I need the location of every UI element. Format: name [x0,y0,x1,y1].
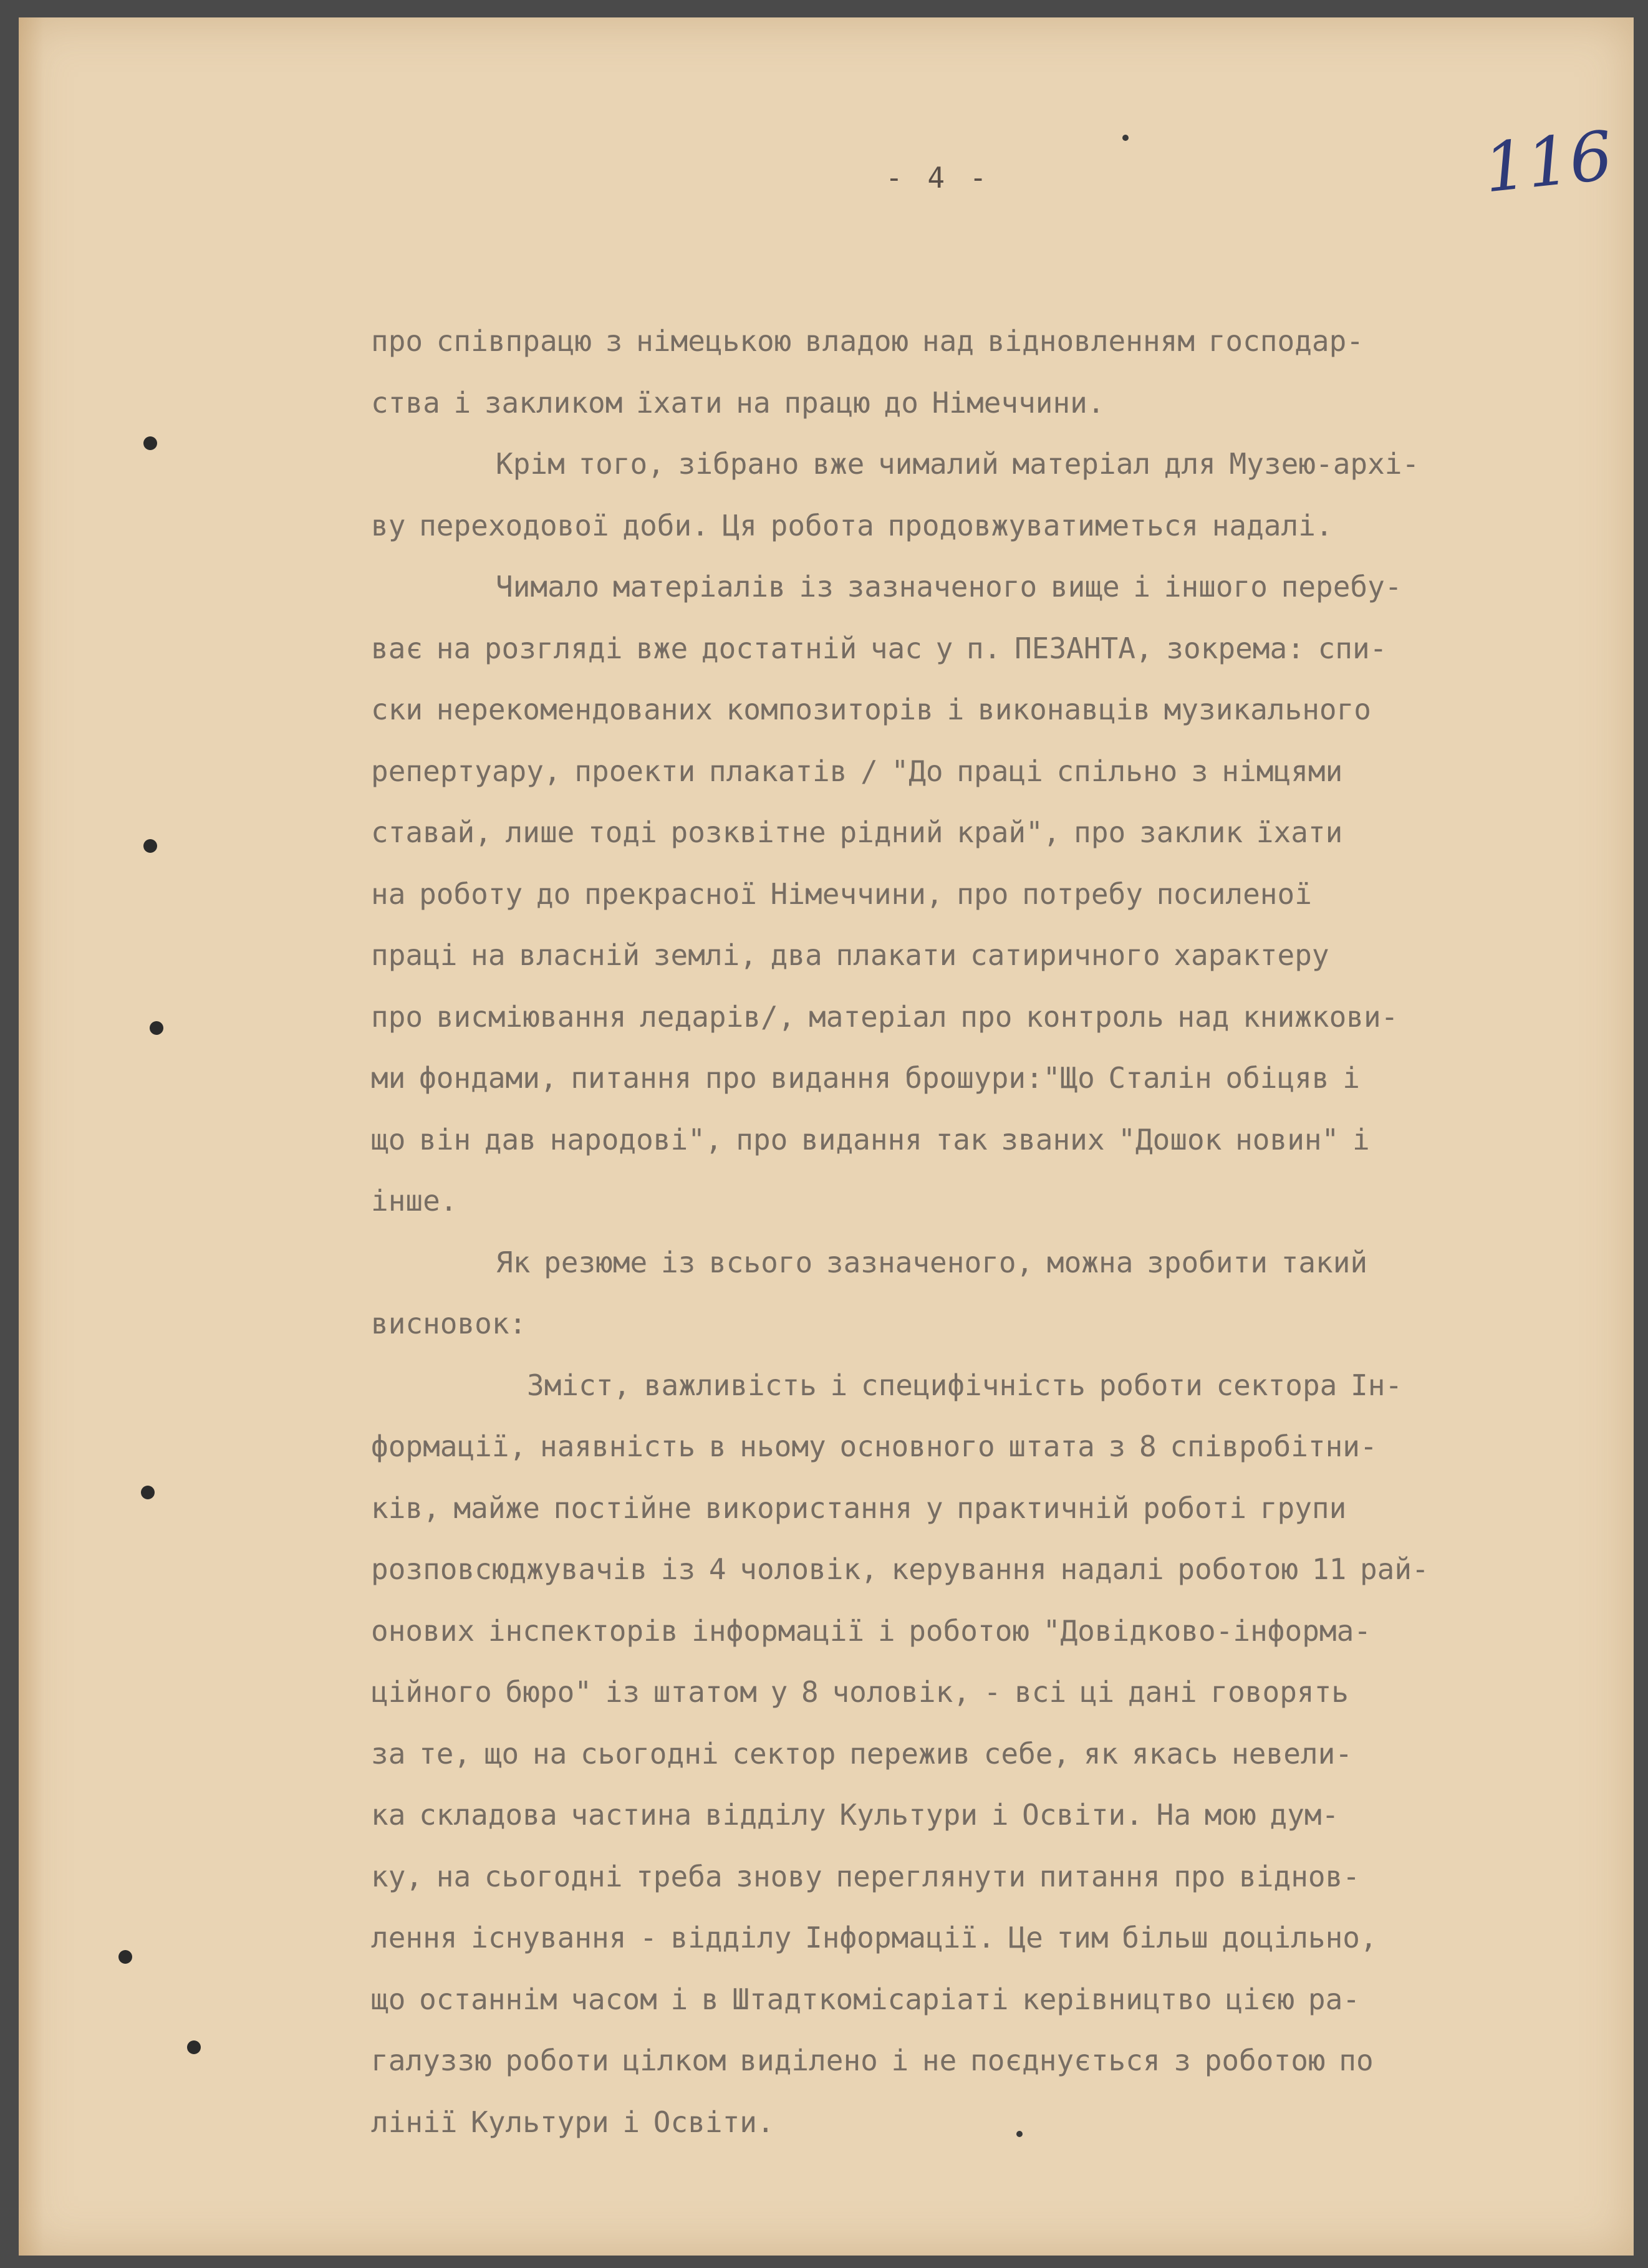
typewritten-body [371,310,1612,2153]
text-line: ків, майже постійне використання у практичній роботі групи [371,1491,1347,1525]
text-line: лінії Культури і Освіти. [371,2105,774,2139]
text-line: Зміст, важливість і специфічність роботи сектора Ін- [527,1368,1403,1402]
text-line: репертуару, проекти плакатів / "До праці спільно з німцями [371,754,1343,788]
text-line: Як резюме із всього зазначеного, можна зробити такий [496,1245,1368,1279]
text-line: розповсюджувачів із 4 чоловік, керування надалі роботою 11 рай- [371,1552,1429,1586]
text-line: на роботу до прекрасної Німеччини, про потребу посиленої [371,877,1312,911]
text-line: висновок: [371,1307,527,1340]
text-line: що він дав народові", про видання так званих "Дошок новин" і [371,1122,1370,1156]
text-line: ційного бюро" із штатом у 8 чоловік, - всі ці дані говорять [371,1675,1349,1709]
text-line: ставай, лише тоді розквітне рідний край", про заклик їхати [371,815,1343,849]
text-line: ка складова частина відділу Культури і Освіти. На мою дум- [371,1798,1339,1832]
archive-folio-number: 116 [1480,117,1617,208]
text-line: формації, наявність в ньому основного штата з 8 співробітни- [371,1430,1377,1463]
text-line: ває на розгляді вже достатній час у п. ПЕЗАНТА, зокрема: спи- [371,631,1387,665]
text-line: Крім того, зібрано вже чималий матеріал для Музею-архі- [496,447,1420,481]
text-line: про співпрацю з німецькою владою над відновленням господар- [371,324,1364,358]
text-line: ми фондами, питання про видання брошури:"Що Сталін обіцяв і [371,1061,1360,1095]
text-line: що останнім часом і в Штадткомісаріаті керівництво цією ра- [371,1982,1360,2016]
punch-hole-mark [143,839,157,853]
text-line: ву переходової доби. Ця робота продовжуватиметься надалі. [371,508,1333,542]
text-line: ку, на сьогодні треба знову переглянути питання про віднов- [371,1859,1360,1893]
punch-hole-mark [187,2040,201,2054]
text-line: про висміювання ледарів/, матеріал про контроль над книжкови- [371,999,1399,1034]
page-number: - 4 - [885,161,991,195]
text-line: галуззю роботи цілком виділено і не поєднується з роботою по [371,2044,1374,2077]
text-line: праці на власній землі, два плакати сатиричного характеру [371,938,1329,972]
punch-hole-mark [141,1486,155,1499]
text-line: ски нерекомендованих композиторів і виконавців музикального [371,693,1371,726]
ink-speck [1122,135,1129,141]
text-line: інше. [371,1184,458,1218]
torn-page-edge [19,17,44,2256]
text-line: лення існування - відділу Інформації. Це тим більш доцільно, [371,1921,1377,1954]
punch-hole-mark [143,436,157,450]
text-line: Чимало матеріалів із зазначеного вище і іншого перебу- [496,570,1402,603]
document-page [19,17,1634,2256]
text-line: за те, що на сьогодні сектор пережив себе, як якась невели- [371,1736,1352,1771]
text-line: онових інспекторів інформації і роботою "Довідково-інформа- [371,1613,1371,1648]
punch-hole-mark [118,1950,132,1964]
text-line: ства і закликом їхати на працю до Німеччини. [371,385,1105,420]
punch-hole-mark [150,1021,163,1035]
